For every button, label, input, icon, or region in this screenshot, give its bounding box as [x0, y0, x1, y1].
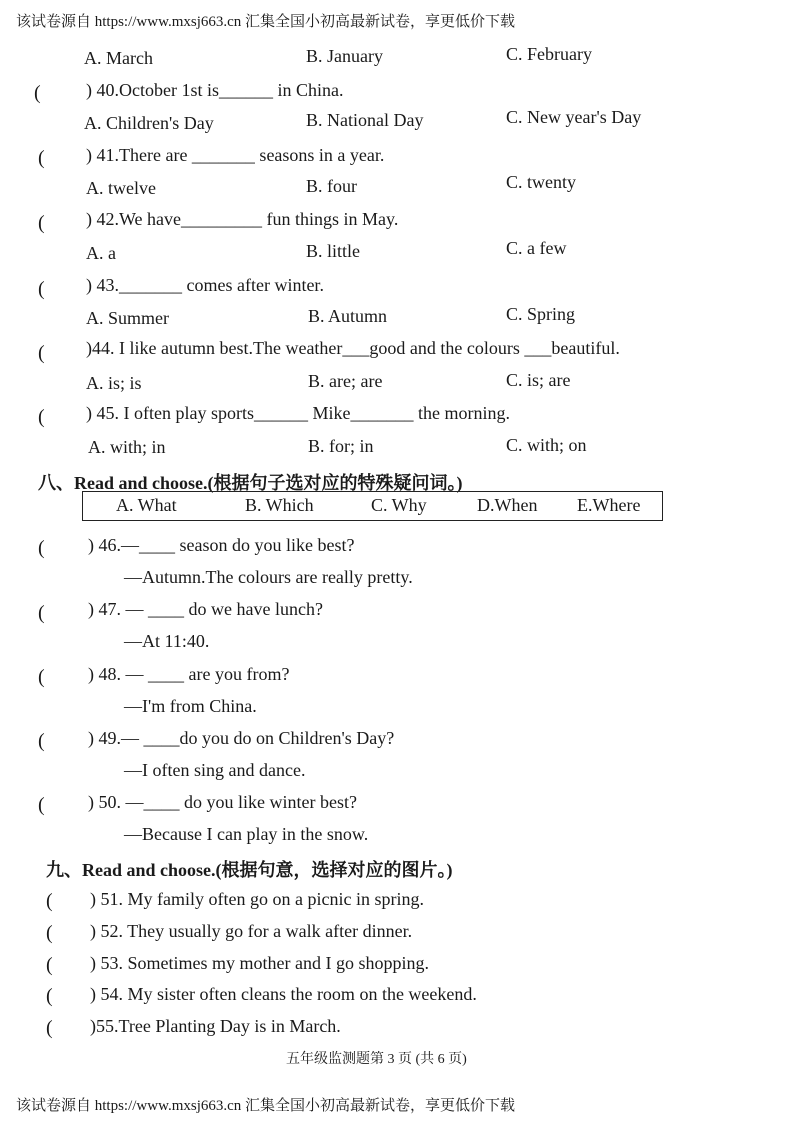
word-bank-option: B. Which [245, 495, 314, 515]
word-bank-box [82, 491, 663, 521]
question-text: ) 48. — ____ are you from? [88, 664, 290, 684]
option-a: A. is; is [86, 373, 142, 393]
answer-paren: ( [38, 342, 45, 364]
question-text: ) 41.There are _______ seasons in a year. [86, 145, 385, 165]
question-text: )55.Tree Planting Day is in March. [90, 1016, 341, 1036]
answer-text: —I often sing and dance. [124, 760, 306, 780]
answer-paren: ( [46, 1017, 53, 1039]
option-b: B. are; are [308, 371, 383, 391]
question-text: ) 43._______ comes after winter. [86, 275, 324, 295]
answer-paren: ( [38, 602, 45, 624]
option-c: C. twenty [506, 172, 576, 192]
word-bank-option: D.When [477, 495, 538, 515]
answer-paren: ( [46, 985, 53, 1007]
option-c: C. Spring [506, 304, 576, 324]
question-text: )44. I like autumn best.The weather___good and the colours ___beautiful. [86, 338, 620, 358]
answer-text: —I'm from China. [124, 696, 257, 716]
question-text: ) 54. My sister often cleans the room on the weekend. [90, 984, 477, 1004]
option-a: A. Children's Day [84, 113, 214, 133]
answer-paren: ( [46, 890, 53, 912]
option-a: A. twelve [86, 178, 156, 198]
answer-text: —Because I can play in the snow. [124, 824, 369, 844]
page-number: 五年级监测题第 3 页 (共 6 页) [286, 1052, 467, 1067]
answer-paren: ( [38, 730, 45, 752]
option-c: C. February [506, 44, 592, 64]
answer-paren: ( [46, 954, 53, 976]
option-a: A. March [84, 48, 153, 68]
question-text: ) 51. My family often go on a picnic in spring. [90, 889, 424, 909]
option-b: B. four [306, 176, 357, 196]
answer-paren: ( [38, 406, 45, 428]
section-8-title: 八、Read and choose.(根据句子选对应的特殊疑问词。) [38, 473, 463, 493]
answer-paren: ( [38, 794, 45, 816]
answer-paren: ( [34, 82, 41, 104]
question-text: ) 50. —____ do you like winter best? [88, 792, 357, 812]
question-text: ) 42.We have_________ fun things in May. [86, 209, 399, 229]
answer-paren: ( [38, 212, 45, 234]
option-a: A. a [86, 243, 116, 263]
word-bank-option: A. What [116, 495, 177, 515]
option-a: A. Summer [86, 308, 169, 328]
answer-paren: ( [38, 278, 45, 300]
answer-paren: ( [38, 537, 45, 559]
word-bank-option: E.Where [577, 495, 641, 515]
question-text: ) 45. I often play sports______ Mike_______ the morning. [86, 403, 510, 423]
word-bank-option: C. Why [371, 495, 427, 515]
question-text: ) 47. — ____ do we have lunch? [88, 599, 323, 619]
question-text: ) 40.October 1st is______ in China. [86, 80, 344, 100]
question-text: ) 52. They usually go for a walk after dinner. [90, 921, 413, 941]
option-b: B. for; in [308, 436, 374, 456]
answer-paren: ( [46, 922, 53, 944]
footer-watermark: 该试卷源自 https://www.mxsj663.cn 汇集全国小初高最新试卷，享更低价下载 [16, 1098, 516, 1114]
question-text: ) 53. Sometimes my mother and I go shopping. [90, 953, 429, 973]
section-9-title: 九、Read and choose.(根据句意，选择对应的图片。) [46, 860, 453, 880]
option-c: C. a few [506, 238, 567, 258]
answer-text: —Autumn.The colours are really pretty. [124, 567, 413, 587]
question-text: ) 49.— ____do you do on Children's Day? [88, 728, 395, 748]
option-b: B. Autumn [308, 306, 388, 326]
answer-paren: ( [38, 147, 45, 169]
option-c: C. with; on [506, 435, 587, 455]
answer-text: —At 11:40. [124, 631, 210, 651]
option-a: A. with; in [88, 437, 166, 457]
option-c: C. New year's Day [506, 107, 642, 127]
answer-paren: ( [38, 666, 45, 688]
option-b: B. little [306, 241, 360, 261]
option-b: B. January [306, 46, 383, 66]
question-text: ) 46.—____ season do you like best? [88, 535, 355, 555]
option-c: C. is; are [506, 370, 571, 390]
header-watermark: 该试卷源自 https://www.mxsj663.cn 汇集全国小初高最新试卷，享更低价下载 [16, 14, 516, 30]
option-b: B. National Day [306, 110, 424, 130]
